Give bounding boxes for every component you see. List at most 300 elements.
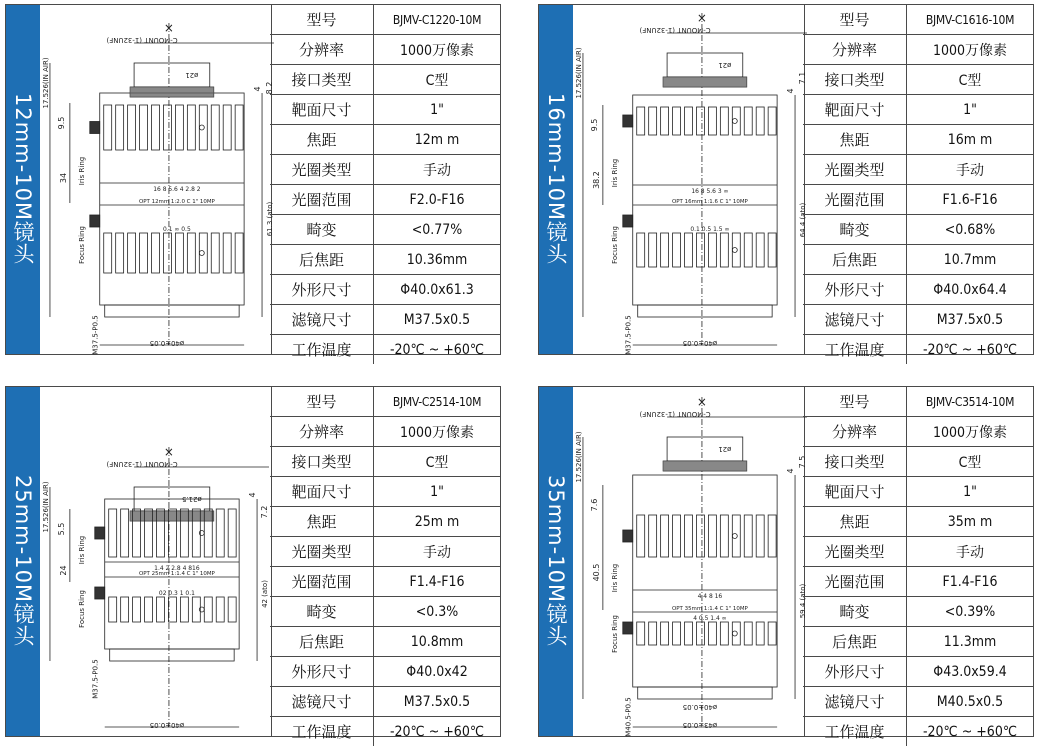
spec-value: M40.5x0.5 [907,687,1034,717]
iris-lock-screw [95,527,105,539]
screw-mark [732,534,737,539]
spec-value: F2.0-F16 [374,185,501,215]
spec-value: 1" [374,477,501,507]
spec-label: 畸变 [803,215,907,245]
spec-value: 1" [907,95,1034,125]
spec-label: 光圈范围 [803,185,907,215]
screw-mark [199,125,204,130]
spec-row [803,35,1033,65]
dim-label: 4 [248,492,257,497]
screw-mark [732,631,737,636]
spec-value: Φ40.0x64.4 [907,275,1034,305]
spec-value: 16m m [907,125,1034,155]
spec-label: 后焦距 [803,627,907,657]
spec-row [270,567,500,597]
iris-ring-grip [744,107,752,135]
focus-ring-grip [696,233,704,267]
mount-label: C-MOUNT (1-32UNF) [639,26,710,34]
iris-ring-grip [756,515,764,557]
spec-label: 滤镜尺寸 [270,305,374,335]
top-diameter-label: ø21.5 [182,495,202,503]
spec-label: 焦距 [803,125,907,155]
spec-row [270,305,500,335]
spec-value: 1" [907,477,1034,507]
focus-lock-screw [95,587,105,599]
dim-label: 61.3 (ato) [266,201,274,236]
dim-label: 40.5 [592,564,601,582]
focus-ring-grip [168,597,176,622]
spec-value: 1000万像素 [374,417,501,447]
spec-label: 焦距 [270,507,374,537]
dim-label: 9.5 [590,119,599,132]
iris-ring-grip [637,515,645,557]
iris-lock-screw [623,115,633,127]
spec-label: 光圈类型 [803,155,907,185]
filter-thread [638,687,772,699]
bottom-diameter-label: ø43±0.05 [683,721,717,729]
spec-row [270,597,500,627]
dim-label: 7.6 [590,499,599,512]
iris-ring-grip [649,107,657,135]
filter-thread [110,649,234,661]
focus-ring-grip [104,233,112,273]
spec-value: M37.5x0.5 [374,687,501,717]
cross-mark: × [164,21,174,35]
spec-value: -20℃ ~ +60℃ [374,717,501,746]
spec-row [803,185,1033,215]
focus-ring-grip [768,622,776,645]
spec-value: <0.39% [907,597,1034,627]
iris-ring-grip [116,105,124,150]
spec-value: 35m m [907,507,1034,537]
iris-ring-grip [756,107,764,135]
spec-label: 滤镜尺寸 [803,687,907,717]
iris-ring-grip [661,515,669,557]
spec-value: 手动 [907,537,1034,567]
focus-ring-grip [175,233,183,273]
dim-label: 38.2 [592,171,601,189]
spec-value: 手动 [907,155,1034,185]
filter-thread-label: M37.5-P0.5 [92,659,100,698]
spec-row [803,387,1033,417]
panel-title: 25mm-10M镜头 [8,475,38,647]
iris-ring-grip [685,515,693,557]
spec-value: 10.36mm [374,245,501,275]
spec-label: 光圈范围 [803,567,907,597]
focus-ring-grip [121,597,129,622]
focus-ring-grip [756,622,764,645]
focus-ring-grip [140,233,148,273]
panel-title-bar [539,387,573,736]
top-diameter-label: ø21 [185,71,198,79]
focus-ring-label: Focus Ring [611,615,619,653]
spec-label: 后焦距 [270,245,374,275]
focus-ring-label: Focus Ring [78,226,86,264]
spec-label: 靶面尺寸 [270,477,374,507]
bottom-diameter-label: ø40±0.05 [683,339,717,347]
spec-label: 工作温度 [270,717,374,746]
spec-label: 滤镜尺寸 [803,305,907,335]
focus-ring-grip [732,622,740,645]
spec-label: 接口类型 [803,65,907,95]
spec-row [270,35,500,65]
spec-row [803,567,1033,597]
spec-value: M37.5x0.5 [374,305,501,335]
focus-ring-grip [637,622,645,645]
spec-value: -20℃ ~ +60℃ [907,335,1034,365]
spec-value: C型 [374,447,501,477]
spec-row [803,687,1033,717]
dim-label: 4 [786,468,795,473]
bottom-diameter-label: ø40±0.05 [150,339,184,347]
focus-ring-grip [673,233,681,267]
spec-value: 1" [374,95,501,125]
screw-mark [732,119,737,124]
panel-title: 35mm-10M镜头 [541,475,571,647]
spec-value: BJMV-C3514-10M [907,387,1034,417]
spec-label: 靶面尺寸 [270,95,374,125]
mount-label: C-MOUNT (1-32UNF) [106,460,177,468]
air-distance-label: 17.526(IN AIR) [42,481,50,532]
lens-engraving: OPT 16mm 1:1.6 C 1" 10MP [672,199,749,205]
spec-value: Φ40.0x42 [374,657,501,687]
spec-label: 分辨率 [270,35,374,65]
spec-label: 分辨率 [803,417,907,447]
focus-lock-screw [623,215,633,227]
spec-value: <0.77% [374,215,501,245]
iris-ring-grip [228,509,236,557]
lens-drawing [573,5,805,354]
focus-ring-grip [708,622,716,645]
spec-label: 焦距 [270,125,374,155]
dim-label: 42 (ato) [261,580,269,608]
dim-label: 4 [786,88,795,93]
spec-label: 分辨率 [270,417,374,447]
spec-row [803,245,1033,275]
spec-row [803,125,1033,155]
filter-thread [638,305,772,317]
spec-value: 手动 [374,155,501,185]
focus-ring-label: Focus Ring [78,590,86,628]
spec-row [803,335,1033,365]
focus-ring-grip [128,233,136,273]
iris-ring-grip [673,515,681,557]
focus-ring-grip [708,233,716,267]
spec-row [270,65,500,95]
lens-drawing [40,5,272,354]
spec-label: 光圈类型 [270,537,374,567]
dim-label: 9.5 [57,117,66,130]
aperture-scale: 16 8 5.6 3 ∞ [691,188,728,195]
focus-ring-grip [133,597,141,622]
aperture-scale: 4 4 8 16 [698,593,723,600]
spec-value: BJMV-C1220-10M [374,5,501,35]
focus-ring-grip [649,233,657,267]
focus-ring-grip [180,597,188,622]
iris-ring-grip [637,107,645,135]
spec-value: BJMV-C2514-10M [374,387,501,417]
mount-label: C-MOUNT (1-32UNF) [106,36,177,44]
spec-value: 10.7mm [907,245,1034,275]
focus-ring-grip [187,233,195,273]
spec-value: F1.4-F16 [374,567,501,597]
spec-row [803,627,1033,657]
spec-value: 25m m [374,507,501,537]
spec-row [270,507,500,537]
dim-label: 64.4 (ato) [799,202,807,237]
dim-label: 8.2 [265,82,274,95]
iris-ring-grip [696,515,704,557]
focus-ring-grip [211,233,219,273]
spec-label: 接口类型 [270,447,374,477]
iris-ring-grip [732,107,740,135]
filter-thread-label: M40.5-P0.5 [625,697,633,736]
spec-label: 后焦距 [270,627,374,657]
iris-ring-label: Iris Ring [78,536,86,564]
dim-label: 24 [59,565,68,575]
spec-row [270,627,500,657]
spec-label: 光圈类型 [270,155,374,185]
iris-ring-grip [163,105,171,150]
cross-mark: × [164,445,174,459]
spec-row [270,95,500,125]
aperture-scale: 16 8 5.6 4 2.8 2 [153,186,201,193]
spec-value: Φ40.0x61.3 [374,275,501,305]
spec-row [803,507,1033,537]
spec-label: 光圈类型 [803,537,907,567]
spec-label: 外形尺寸 [270,657,374,687]
spec-row [270,537,500,567]
spec-label: 工作温度 [803,717,907,746]
focus-lock-screw [90,215,100,227]
panel-title-bar [6,5,40,354]
spec-label: 后焦距 [803,245,907,275]
spec-value: 10.8mm [374,627,501,657]
spec-label: 型号 [270,5,374,35]
iris-lock-screw [623,530,633,542]
focus-ring-grip [744,233,752,267]
panel-title-bar [539,5,573,354]
aperture-scale: 1.4 2 2.8 4 816 [154,565,200,572]
lens-body [633,475,777,687]
spec-row [270,417,500,447]
spec-label: 外形尺寸 [803,657,907,687]
spec-value: 11.3mm [907,627,1034,657]
panel-title: 12mm-10M镜头 [8,93,38,265]
lens-panel-16mm [538,4,1034,355]
spec-label: 滤镜尺寸 [270,687,374,717]
spec-value: -20℃ ~ +60℃ [907,717,1034,746]
spec-row [803,417,1033,447]
focus-ring-grip [661,233,669,267]
top-diameter-label: ø21 [718,445,731,453]
spec-row [803,275,1033,305]
lens-engraving: OPT 35mm 1:1.4 C 1" 10MP [672,606,749,612]
lens-engraving: OPT 12mm 1:2.0 C 1" 10MP [139,199,216,205]
spec-row [270,335,500,365]
iris-ring-grip [121,509,129,557]
focus-ring-grip [673,622,681,645]
spec-table [803,5,1033,364]
lens-engraving: OPT 25mm 1:1.4 C 1" 10MP [139,571,216,577]
spec-label: 型号 [270,387,374,417]
spec-value: 12m m [374,125,501,155]
iris-ring-grip [109,509,117,557]
lens-drawing-svg [40,5,271,354]
iris-ring-grip [211,105,219,150]
focus-ring-grip [223,233,231,273]
iris-ring-label: Iris Ring [78,157,86,185]
dim-label: 7.1 [798,72,807,85]
iris-ring-grip [720,515,728,557]
spec-row [270,447,500,477]
spec-label: 靶面尺寸 [803,95,907,125]
mount-label: C-MOUNT (1-32UNF) [639,410,710,418]
iris-ring-grip [223,105,231,150]
iris-ring-grip [152,105,160,150]
focus-ring-grip [768,233,776,267]
focus-ring-grip [116,233,124,273]
bottom-diameter-label-2: ø40±0.05 [683,703,717,711]
spec-value: F1.6-F16 [907,185,1034,215]
spec-row [270,477,500,507]
spec-row [270,155,500,185]
spec-row [803,155,1033,185]
iris-ring-grip [649,515,657,557]
focus-ring-grip [216,597,224,622]
spec-row [803,657,1033,687]
dim-label: 59.4 (ato) [799,583,807,618]
focus-ring-grip [649,622,657,645]
spec-label: 靶面尺寸 [803,477,907,507]
focus-ring-grip [685,622,693,645]
focus-ring-grip [720,622,728,645]
dim-label: 34 [59,173,68,183]
spec-row [803,5,1033,35]
iris-ring-grip [216,509,224,557]
spec-label: 接口类型 [270,65,374,95]
iris-ring-grip [708,107,716,135]
spec-label: 畸变 [803,597,907,627]
focus-ring-grip [145,597,153,622]
spec-value: 1000万像素 [374,35,501,65]
iris-ring-grip [175,105,183,150]
spec-value: C型 [907,65,1034,95]
spec-value: 手动 [374,537,501,567]
focus-ring-grip [696,622,704,645]
spec-value: 1000万像素 [907,417,1034,447]
iris-ring-grip [235,105,243,150]
spec-row [803,447,1033,477]
iris-ring-grip [768,107,776,135]
iris-ring-grip [104,105,112,150]
focus-ring-grip [156,597,164,622]
iris-ring-grip [199,105,207,150]
spec-label: 光圈范围 [270,567,374,597]
spec-value: <0.3% [374,597,501,627]
lens-panel-35mm [538,386,1034,737]
bottom-diameter-label: ø40±0.05 [150,721,184,729]
spec-value: M37.5x0.5 [907,305,1034,335]
iris-ring-grip [187,105,195,150]
spec-row [803,215,1033,245]
focus-ring-grip [228,597,236,622]
dim-label: 5.5 [57,523,66,536]
spec-table [803,387,1033,746]
focus-ring-grip [163,233,171,273]
spec-value: <0.68% [907,215,1034,245]
iris-ring-grip [744,515,752,557]
spec-table [270,5,500,364]
spec-row [803,597,1033,627]
filter-thread [105,305,239,317]
spec-label: 光圈范围 [270,185,374,215]
spec-row [803,477,1033,507]
spec-label: 工作温度 [270,335,374,365]
spec-row [803,95,1033,125]
spec-row [270,687,500,717]
iris-ring-grip [696,107,704,135]
focus-lock-screw [623,622,633,634]
spec-row [803,537,1033,567]
screw-mark [732,248,737,253]
focus-ring-grip [685,233,693,267]
focus-ring-grip [199,233,207,273]
iris-ring-label: Iris Ring [611,159,619,187]
spec-label: 外形尺寸 [270,275,374,305]
spec-label: 型号 [803,5,907,35]
spec-table [270,387,500,746]
spec-row [803,305,1033,335]
top-diameter-label: ø21 [718,61,731,69]
cross-mark: × [697,11,707,25]
air-distance-label: 17.526(IN AIR) [42,57,50,108]
iris-ring-grip [685,107,693,135]
dim-label: 7.5 [798,456,807,469]
spec-row [803,717,1033,746]
panel-title-bar [6,387,40,736]
focus-ring-grip [732,233,740,267]
spec-label: 外形尺寸 [803,275,907,305]
spec-row [270,657,500,687]
lens-panel-12mm [5,4,501,355]
spec-row [270,275,500,305]
spec-label: 畸变 [270,215,374,245]
focus-ring-grip [720,233,728,267]
lens-drawing-svg [573,5,804,354]
spec-row [270,5,500,35]
focus-ring-label: Focus Ring [611,226,619,264]
spec-value: C型 [374,65,501,95]
filter-thread-label: M37.5-P0.5 [92,315,100,354]
iris-ring-grip [661,107,669,135]
spec-label: 焦距 [803,507,907,537]
dim-label: 7.2 [260,506,269,519]
focus-ring-grip [204,597,212,622]
spec-label: 工作温度 [803,335,907,365]
dim-label: 4 [253,86,262,91]
spec-row [270,387,500,417]
focus-ring-grip [152,233,160,273]
iris-lock-screw [90,122,100,134]
focus-ring-grip [756,233,764,267]
iris-ring-grip [128,105,136,150]
lens-outline [50,447,269,727]
focus-ring-grip [744,622,752,645]
cross-mark: × [697,395,707,409]
iris-ring-grip [140,105,148,150]
focus-ring-grip [661,622,669,645]
